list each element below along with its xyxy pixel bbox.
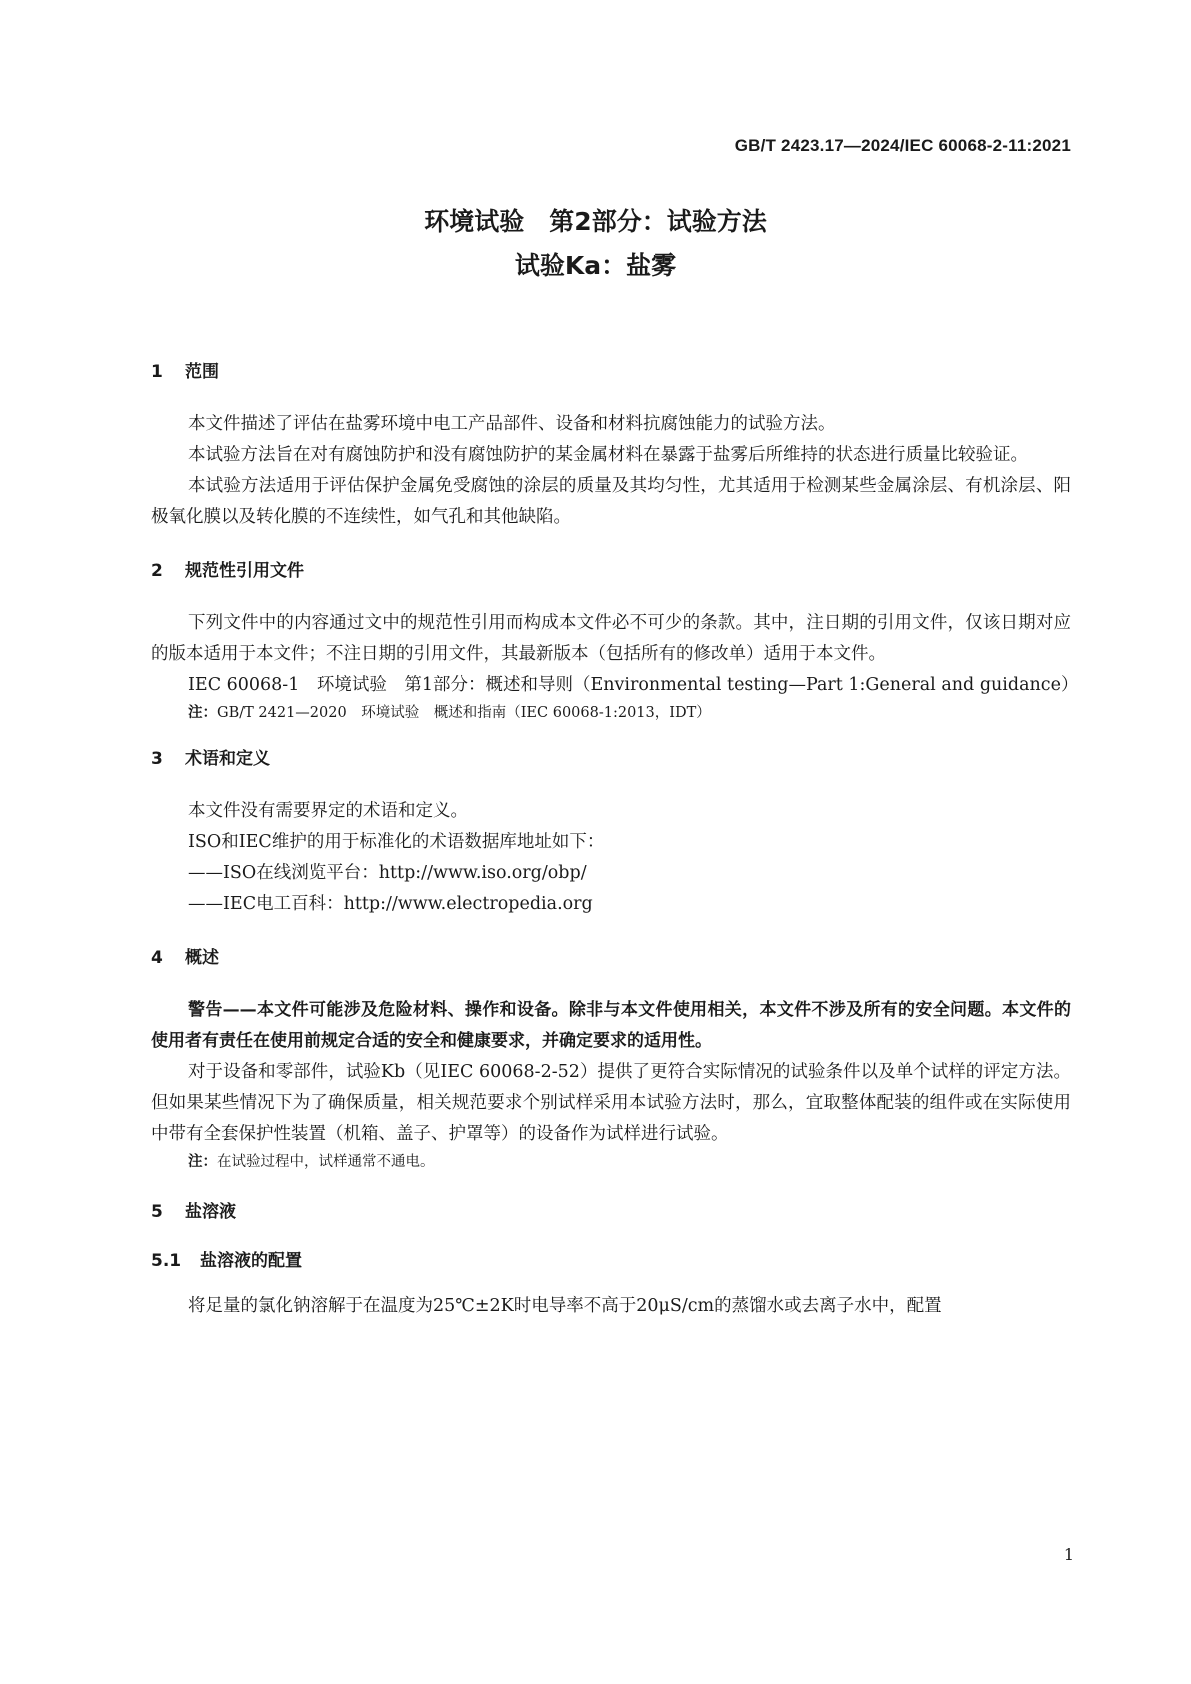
document-title	[0, 200, 1191, 288]
section-1-heading	[151, 360, 1071, 384]
section-number: 1	[151, 362, 163, 382]
section-3-heading	[151, 747, 1071, 771]
note-text: GB/T 2421—2020 环境试验 概述和指南（IEC 60068-1:2013，IDT）	[217, 705, 711, 721]
normative-reference: IEC 60068-1 环境试验 第1部分：概述和导则（Environmental testing—Part 1:General and guidance）	[188, 675, 1079, 695]
subsection-5-1-heading	[151, 1249, 1071, 1273]
title-line-1: 环境试验 第2部分：试验方法	[424, 207, 767, 236]
note-label: 注：	[188, 705, 217, 721]
section-number: 3	[151, 749, 163, 769]
section-4-heading	[151, 946, 1071, 970]
section-title: 范围	[185, 362, 219, 382]
paragraph: 本文件描述了评估在盐雾环境中电工产品部件、设备和材料抗腐蚀能力的试验方法。	[188, 414, 836, 434]
note-text: 在试验过程中，试样通常不通电。	[217, 1154, 435, 1170]
title-line-2: 试验Ka：盐雾	[514, 251, 677, 280]
section-title: 规范性引用文件	[185, 561, 304, 581]
section-number: 2	[151, 561, 163, 581]
paragraph: 下列文件中的内容通过文中的规范性引用而构成本文件必不可少的条款。其中，注日期的引用文件，仅该日期对应的版本适用于本文件；不注日期的引用文件，其最新版本（包括所有的修改单）适用于本文件。	[151, 613, 1071, 664]
paragraph: 本试验方法旨在对有腐蚀防护和没有腐蚀防护的某金属材料在暴露于盐雾后所维持的状态进行质量比较验证。	[188, 445, 1028, 465]
section-number: 5	[151, 1202, 163, 1222]
section-number: 4	[151, 948, 163, 968]
paragraph: 对于设备和零部件，试验Kb（见IEC 60068-2-52）提供了更符合实际情况的试验条件以及单个试样的评定方法。但如果某些情况下为了确保质量，相关规范要求个别试样采用本试验方法时，那么，宜取整体配装的组件或在实际使用中带有全套保护性装置（机箱、盖子、护罩等）的设备作为试样进行试验。	[151, 1062, 1071, 1144]
section-5-heading	[151, 1200, 1071, 1224]
page-number: 1	[1063, 1545, 1074, 1564]
note-label: 注：	[188, 1154, 217, 1170]
subsection-title: 盐溶液的配置	[200, 1251, 302, 1271]
section-title: 盐溶液	[185, 1202, 236, 1222]
paragraph: 本试验方法适用于评估保护金属免受腐蚀的涂层的质量及其均匀性，尤其适用于检测某些金属涂层、有机涂层、阳极氧化膜以及转化膜的不连续性，如气孔和其他缺陷。	[151, 476, 1071, 527]
standard-number-header: GB/T 2423.17—2024/IEC 60068-2-11:2021	[734, 136, 1071, 155]
list-item-iso-obp: ——ISO在线浏览平台：http://www.iso.org/obp/	[188, 863, 587, 883]
paragraph: 将足量的氯化钠溶解于在温度为25℃±2K时电导率不高于20μS/cm的蒸馏水或去离子水中，配置	[188, 1296, 942, 1316]
document-body	[151, 360, 1079, 1322]
section-title: 概述	[185, 948, 219, 968]
paragraph: 本文件没有需要界定的术语和定义。	[188, 801, 468, 821]
paragraph: ISO和IEC维护的用于标准化的术语数据库地址如下：	[188, 832, 605, 852]
note	[188, 1150, 1071, 1174]
section-2-heading	[151, 559, 1071, 583]
subsection-number: 5.1	[151, 1251, 182, 1271]
list-item-electropedia: ——IEC电工百科：http://www.electropedia.org	[188, 894, 593, 914]
note	[188, 701, 1071, 725]
section-title: 术语和定义	[185, 749, 270, 769]
safety-warning: 警告——本文件可能涉及危险材料、操作和设备。除非与本文件使用相关，本文件不涉及所有的安全问题。本文件的使用者有责任在使用前规定合适的安全和健康要求，并确定要求的适用性。	[151, 1000, 1071, 1051]
